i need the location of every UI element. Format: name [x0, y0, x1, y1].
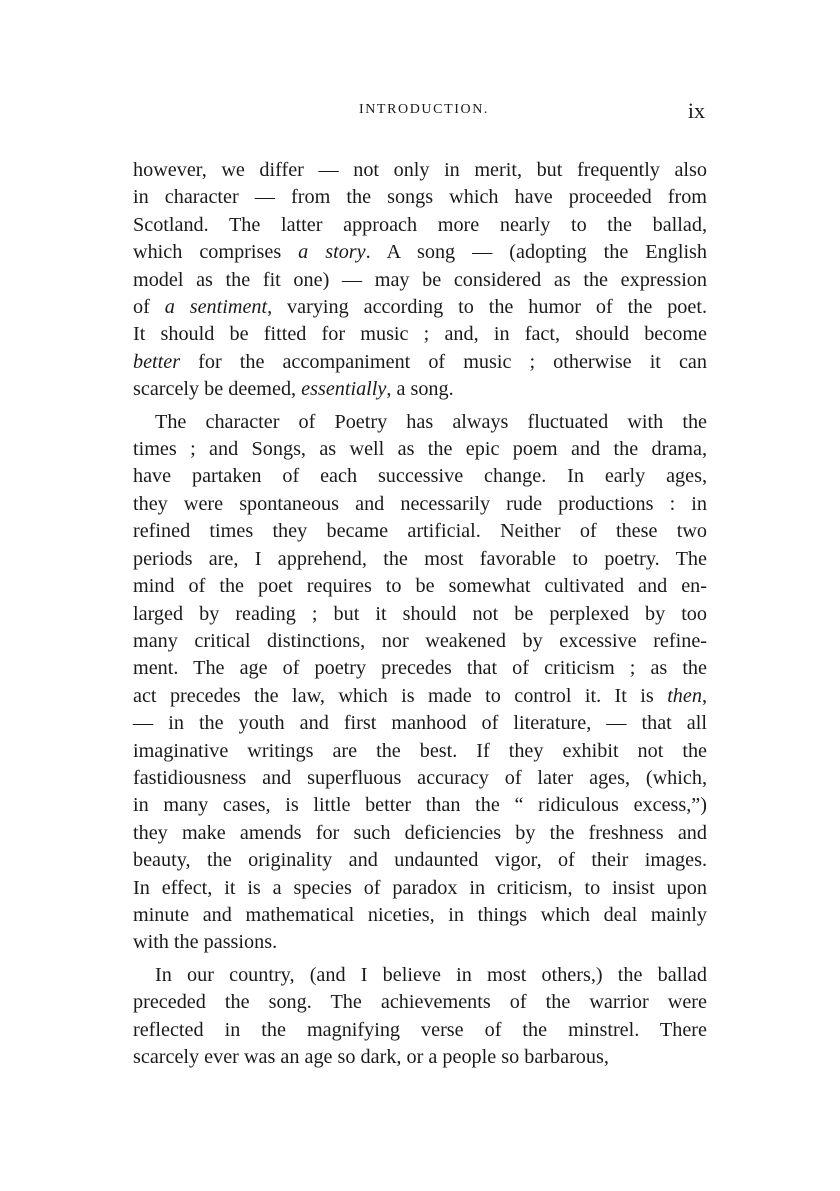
- text-line: refined times they became artificial. Neither of these two: [133, 520, 707, 543]
- running-title: INTRODUCTION.: [358, 102, 490, 117]
- text-line: reflected in the magnifying verse of the minstrel. There: [133, 1018, 707, 1041]
- text-line: they were spontaneous and necessarily rude productions : in: [133, 492, 707, 515]
- text-line: scarcely ever was an age so dark, or a people so barbarous,: [133, 1046, 609, 1068]
- text-line: mind of the poet requires to be somewhat cultivated and en-: [133, 575, 707, 598]
- text-line: model as the fit one) — may be considered as the expression: [133, 268, 707, 291]
- text-line: in many cases, is little better than the “ ridiculous excess,”): [133, 794, 707, 817]
- text-line: which comprises a story. A song — (adopting the English: [133, 241, 707, 264]
- italic-text: then: [667, 684, 702, 707]
- italic-text: a sentiment: [164, 296, 268, 319]
- text-line: larged by reading ; but it should not be perplexed by too: [133, 602, 707, 625]
- text-line: they make amends for such deficiencies by the freshness and: [133, 821, 707, 844]
- text-line: with the passions.: [133, 931, 278, 954]
- body-text: [133, 157, 707, 1071]
- text-line: however, we differ — not only in merit, but frequently also: [133, 159, 707, 181]
- italic-text: a story: [298, 241, 366, 264]
- text-line: ment. The age of poetry precedes that of criticism ; as the: [133, 657, 707, 680]
- text-line: In effect, it is a species of paradox in criticism, to insist upon: [133, 876, 707, 899]
- text-line: act precedes the law, which is made to control it. It is then,: [133, 684, 707, 707]
- text-line: of a sentiment, varying according to the humor of the poet.: [133, 296, 708, 319]
- text-line: in character — from the songs which have proceeded from: [133, 186, 707, 209]
- text-line: scarcely be deemed, essentially, a song.: [133, 378, 454, 401]
- text-line: In our country, (and I believe in most others,) the ballad: [155, 963, 707, 986]
- text-line: beauty, the originality and undaunted vigor, of their images.: [133, 849, 707, 872]
- text-line: preceded the song. The achievements of the warrior were: [133, 991, 707, 1014]
- text-line: The character of Poetry has always fluctuated with the: [155, 410, 707, 433]
- page-number: ix: [687, 98, 705, 123]
- text-line: many critical distinctions, nor weakened by excessive refine-: [133, 629, 707, 652]
- text-line: better for the accompaniment of music ; otherwise it can: [133, 350, 707, 373]
- text-line: have partaken of each successive change. In early ages,: [133, 465, 707, 488]
- paragraph: [133, 409, 707, 957]
- italic-text: essentially: [301, 378, 387, 401]
- paragraph: [133, 962, 707, 1072]
- text-line: — in the youth and first manhood of literature, — that all: [133, 712, 707, 735]
- text-line: imaginative writings are the best. If they exhibit not the: [133, 739, 707, 762]
- text-line: It should be fitted for music ; and, in fact, should become: [133, 323, 707, 346]
- italic-text: better: [133, 350, 181, 373]
- text-line: Scotland. The latter approach more nearly to the ballad,: [133, 213, 707, 236]
- text-line: times ; and Songs, as well as the epic poem and the drama,: [133, 438, 707, 461]
- text-line: periods are, I apprehend, the most favorable to poetry. The: [133, 547, 707, 570]
- text-line: fastidiousness and superfluous accuracy of later ages, (which,: [133, 766, 707, 789]
- running-header: [133, 98, 707, 128]
- text-line: minute and mathematical niceties, in things which deal mainly: [133, 903, 707, 926]
- paragraph: [133, 157, 707, 404]
